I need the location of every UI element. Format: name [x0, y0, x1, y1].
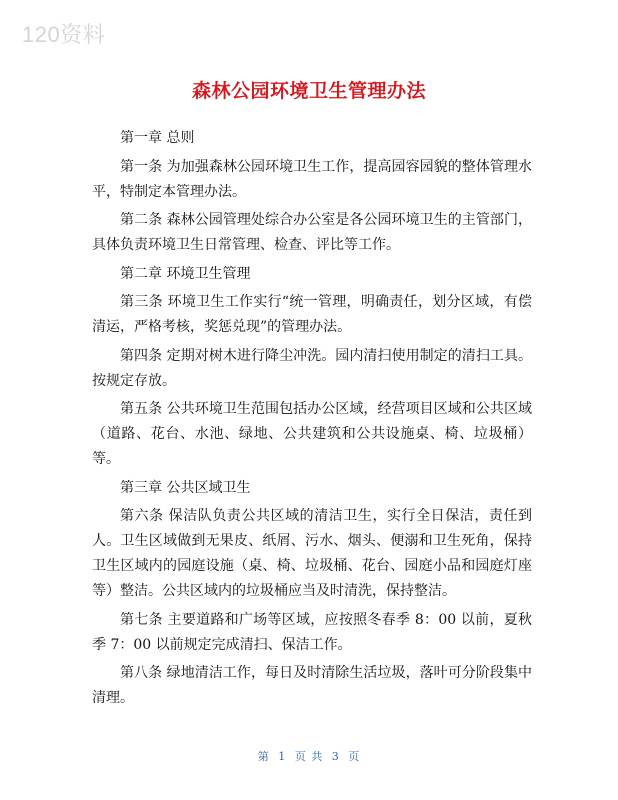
article-paragraph: 第五条 公共环境卫生范围包括办公区域，经营项目区域和公共区域（道路、花台、水池、绿地、公共建筑和公共设施桌、椅、垃圾桶）等。 [92, 401, 532, 467]
chapter-heading: 第三章 公共区域卫生 [120, 479, 251, 496]
article-paragraph: 第八条 绿地清洁工作，每日及时清除生活垃圾，落叶可分阶段集中清理。 [92, 665, 532, 706]
footer-prefix: 第 [257, 750, 270, 763]
page-footer [0, 748, 618, 764]
footer-suffix: 页 [348, 750, 361, 763]
article-paragraph: 第七条 主要道路和广场等区域，应按照冬春季 8：00 以前，夏秋季 7：00 以前规定完成清扫、保洁工作。 [92, 611, 532, 653]
article-paragraph: 第三条 环境卫生工作实行“统一管理，明确责任，划分区域，有偿清运，严格考核，奖惩兑现”的管理办法。 [92, 294, 532, 335]
article-paragraph: 第六条 保洁队负责公共区域的清洁卫生，实行全日保洁，责任到人。卫生区域做到无果皮、纸屑、污水、烟头、便溺和卫生死角，保持卫生区域内的园庭设施（桌、椅、垃圾桶、花台、园庭小品和园庭灯座等）整洁。公共区域内的垃圾桶应当及时清洗，保持整洁。 [92, 508, 532, 599]
chapter-heading: 第一章 总则 [120, 130, 195, 146]
article-paragraph: 第四条 定期对树木进行降尘冲洗。园内清扫使用制定的清扫工具。按规定存放。 [92, 347, 532, 389]
chapter-heading: 第二章 环境卫生管理 [120, 265, 251, 282]
document-title: 森林公园环境卫生管理办法 [191, 80, 426, 102]
article-paragraph: 第一条 为加强森林公园环境卫生工作，提高园容园貌的整体管理水平，特制定本管理办法。 [92, 158, 532, 200]
watermark-logo: 120资料 [22, 22, 106, 47]
footer-mid: 页 共 [294, 750, 324, 763]
document-body [92, 126, 532, 715]
footer-page-total: 3 [331, 750, 340, 763]
article-paragraph: 第二条 森林公园管理处综合办公室是各公园环境卫生的主管部门，具体负责环境卫生日常管理、检查、评比等工作。 [92, 212, 532, 253]
footer-page-number: 1 [278, 750, 287, 763]
